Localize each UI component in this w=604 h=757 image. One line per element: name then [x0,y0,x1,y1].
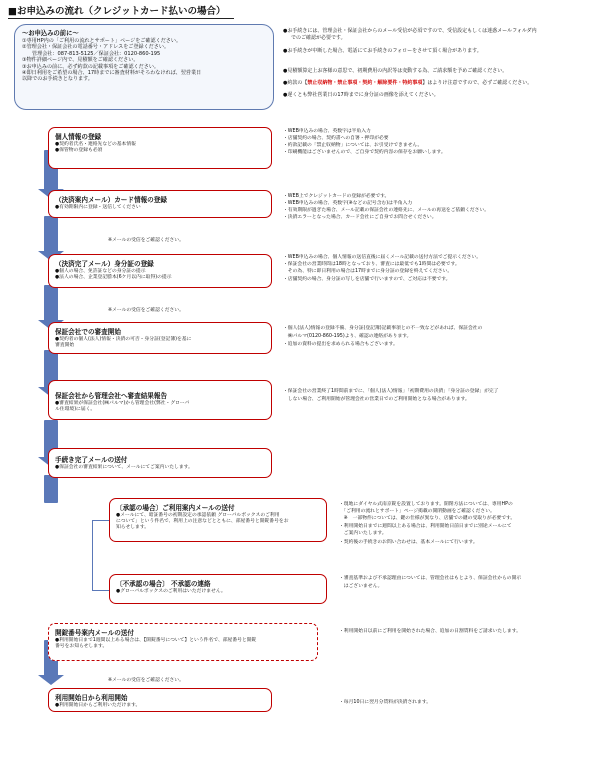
step-note: ・WEB申込みの場合、英数字は半角入力 [283,129,371,134]
intro-line: ②管理会社・保証会社の電話番号・アドレスをご登録ください。 [22,44,170,51]
step-body: 知らせします。 [116,525,150,530]
step-note: ・有効期限が過ぎた場合、メール記載の保証会社の連絡先に、メールの再送をご依頼ください。 [283,208,490,213]
intro-line: ④即日利用をご希望の場合、17時までに審査材料がそろわなければ、翌営業日 [22,70,202,77]
step-title: 個人情報の登録 [55,133,102,141]
step-title: 保証会社での審査開始 [55,328,121,336]
step-body: について」という件名で、利用上の注意などとともに、部屋番号と開錠番号をお [116,519,289,524]
flow-bar [44,285,58,321]
step-body: ●契約者氏名・連絡先などの基本情報 [55,142,136,147]
step-body: ●有効期限内に登録・送信してください [55,205,141,210]
step-body: ●グローバルボックスのご利用はいただけません。 [116,589,226,594]
step-body: ●法人の場合、企業登記謄本(6ケ月以内に取得)の提示 [55,275,172,280]
branch-line [92,520,93,590]
step-note: その為、特に即日利用の場合は17時までに身分証の登録を終えてください。 [283,269,453,274]
step-body: ●メールにて、暗証番号の初期設定の承認依頼 グローバルボックスのご利用 [116,513,280,518]
intro-note: ●お手続きが中断した場合、電話にてお手続きのフォローをさせて頂く場合があります。 [283,48,482,54]
step-body: 番号をお知らせします。 [55,644,108,649]
step-note: ・WEB申込みの場合、個人情報の送信直後に届くメール記載の送付方法でご提示ください。 [283,255,482,260]
intro-line: ③物件詳細ページ内で、見積額をご確認ください。 [22,57,139,64]
intro-note: ●遅くとも弊社営業日の17時までに身分証の画像を添えてください。 [283,92,439,98]
step-note: ・約款記載の「禁止収納物」については、お引受けできません。 [283,143,423,148]
intro-note: ●見積額算定上お客様の意思で、初期費用の内訳等は変動する為、ご請求額を予めご確認ください。 [283,68,508,74]
step-note: ご案内いたします。 [339,531,387,536]
step-title: 開錠番号案内メールの送付 [55,629,134,637]
step-personal-info [48,127,272,169]
intro-heading: ～お申込みの前に～ [22,30,79,37]
page-title: ■お申込みの流れ（クレジットカード払いの場合） [8,6,226,17]
mail-memo: ※メールの受信をご確認ください。 [108,678,184,683]
step-start-use [48,688,272,712]
step-note: ※ 一部物件については、鍵の仕様が異なり、店舗での鍵の受取りが必要です。 [339,516,516,521]
step-note: はございません。 [339,584,383,589]
intro-line: 管理会社：087-813-5125／保証会社：0120-860-195 [32,50,161,57]
step-body: ル住環境)に届く。 [55,407,96,412]
step-body: 審査開始 [55,343,75,348]
step-note: ・保証会社の営業終了1時間前までに、「個人(法人)情報」「初期費用の決済」「身分証の登録」が完了 [283,389,499,394]
intro-box [14,24,274,110]
title-underline [8,18,234,19]
step-card-info [48,190,272,218]
step-note: ・現地にダイヤル式南京錠を設置しております。開閉方法については、専用HPの [339,502,513,507]
mail-memo: ※メールの受信をご確認ください。 [108,308,184,313]
step-note: ・毎月10日に翌月分賃料が決済されます。 [339,700,432,705]
step-body: ●審査結果が保証会社(㈱パルマ)から管理会社(弊社・グローバ [55,401,190,406]
flow-arrow [38,675,64,685]
step-note: ・追加の資料の提出を求められる場合もございます。 [283,342,398,347]
step-note: ・印刷機能はございませんので、ご自身で契約内容の保存をお願いします。 [283,150,446,155]
step-note: ・決済エラーとなった場合、カード会社にご自身でお問合せください。 [283,215,437,220]
step-screening-start [48,322,272,354]
mail-memo: ※メールの受信をご確認ください。 [108,238,184,243]
intro-line: ①専用HP内の「ご利用の流れとサポート」ページをご確認ください。 [22,38,182,44]
step-note: ・審査基準および不承認理由については、管理会社はもとより、保証会社からの開示 [339,576,522,581]
step-body: ●利用開始日まで1週間以上ある場合は、【開錠番号について】という件名で、部屋番号と開錠 [55,638,257,643]
step-screening-result [48,380,272,420]
intro-note: ●約款の【禁止収納物・禁止事項・契約・解除要件・特約事項】はよりけ注意ですので、必ずご確認ください。 [283,80,533,86]
step-body: ●個人の場合、免許証などの身分証の提示 [55,269,146,274]
branch-line [92,590,109,591]
step-note: ・店舗契約の場合、契約書への自署・押印が必要 [283,136,389,141]
intro-note: でのご確認が必要です。 [291,35,346,41]
step-unlock-code-mail [48,623,318,661]
intro-note: ●お手続きには、管理会社・保証会社からのメール受信が必須ですので、受信設定もしくは迷惑メールフォルダ内 [283,28,537,34]
step-title: 〔不承認の場合〕 不承認の連絡 [116,580,211,588]
step-completion-mail [48,448,272,478]
note-highlight: 禁止収納物・禁止事項・契約・解除要件・特約事項 [307,80,423,86]
step-note: ・利用開始日以前にご利用を開始された場合、追加の日割賃料をご請求いたします。 [339,629,521,634]
step-body: ●利用開始日からご利用いただけます。 [55,703,141,708]
step-title: 〔承認の場合〕ご利用案内メールの送付 [116,504,235,512]
step-note: 「ご利用の流れとサポート」ページ掲載の開閉動画をご確認ください。 [339,509,495,514]
step-id-document [48,254,272,288]
step-title: （決済案内メール）カード情報の登録 [55,196,167,204]
step-approved [109,498,327,542]
step-body: ●契約者の個人(法人)情報・決済の可否・身分証(登記簿)を基に [55,337,192,342]
flow-bar [44,216,58,252]
intro-line: ③お申込みの前に、必ず約款の記載事項をご確認ください。 [22,63,160,70]
step-note: ・WEB申込みの場合、英数字(※などの記号含む)は半角入力 [283,201,413,206]
branch-line [92,520,109,521]
flow-bar [44,475,58,503]
step-note: ・契約後の手続きのお問い合わせは、基本メールにて行います。 [339,540,478,545]
step-note: ・店舗契約の場合、身分証の写しを店舗で行いますので、ご対応は不要です。 [283,277,451,282]
step-body: ●保証会社の審査結果について、メールにてご案内いたします。 [55,465,193,470]
intro-line: 以降でのお手続きとなります。 [22,76,93,83]
step-body: ●保管物の登録も必須 [55,148,103,153]
step-title: 手続き完了メールの送付 [55,456,128,464]
step-title: 利用開始日から利用開始 [55,694,128,702]
step-note: しない場合、ご利用開始が管理会社の営業日でのご利用開始となる場合があります。 [283,397,470,402]
step-rejected [109,574,327,604]
step-title: 保証会社から管理会社へ審査結果報告 [55,392,168,400]
step-title: （決済完了メール）身分証の登録 [55,260,154,268]
step-note: ・利用開始日までに週間以上ある場合は、利用開始日前日までに別途メールにて [339,524,512,529]
step-note: ・保証会社の営業時間は18時となっており、審査には最低でも1時間は必要です。 [283,262,460,267]
step-note: ㈱パルマ(0120-860-195)より、確認の連絡があります。 [283,334,412,339]
step-note: ・WEB上でクレジットカードの登録が必要です。 [283,194,390,199]
step-note: ・個人(法人)情報の登録不備、身分証(登記簿)記載事項との不一致などがあれば、保証会社の [283,326,483,331]
